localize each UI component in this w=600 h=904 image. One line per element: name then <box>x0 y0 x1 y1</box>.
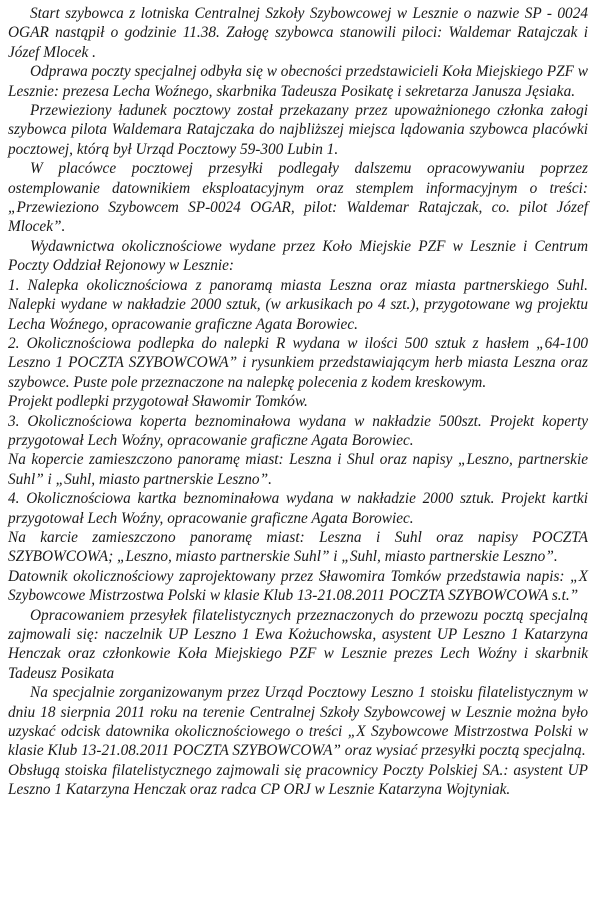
paragraph-publications-intro: Wydawnictwa okolicznościowe wydane przez Koło Miejskie PZF w Lesznie i Centrum Poczty Oddział Rejonowy w Lesznie: <box>8 237 588 275</box>
paragraph-card-details: Na karcie zamieszczono panoramę miast: Leszna i Suhl oraz napisy POCZTA SZYBOWCOWA; „Leszno, miasto partnerskie Suhl” i „Suhl, miasto partnerskie Leszno”. <box>8 528 588 566</box>
list-item-registration-label: 2. Okolicznościowa podlepka do nalepki R wydana w ilości 500 sztuk z hasłem „64-100 Leszno 1 POCZTA SZYBOWCOWA” i rysunkiem przedstawiającym herb miasta Leszna oraz szybowce. Puste pole przeznaczone na nalepkę polecenia z kodem kreskowym. <box>8 334 588 391</box>
paragraph-postmark: W placówce pocztowej przesyłki podlegały dalszemu opracowywaniu poprzez ostemplowanie datownikiem eksploatacyjnym oraz stemplem informacyjnym o treści: „Przewieziono Szybowcem SP-0024 OGAR, pilot: Waldemar Ratajczak, co. pilot Józef Mlocek”. <box>8 160 588 236</box>
paragraph-label-designer: Projekt podlepki przygotował Sławomir Tomków. <box>8 393 308 411</box>
list-item-envelope: 3. Okolicznościowa koperta beznominałowa wydana w nakładzie 500szt. Projekt koperty przygotował Lech Woźny, opracowanie graficzne Agata Borowiec. <box>8 412 588 449</box>
paragraph-mail-dispatch: Odprawa poczty specjalnej odbyła się w obecności przedstawicieli Koła Miejskiego PZF w Lesznie: prezesa Lecha Woźnego, skarbnika Tadeusza Posikatę i sekretarza Janusza Jęsiaka. <box>8 63 588 100</box>
paragraph-envelope-details: Na kopercie zamieszczono panoramę miast: Leszna i Shul oraz napisy „Leszno, partnerskie Suhl” i „Suhl, miasto partnerskie Leszno”. <box>8 451 588 488</box>
paragraph-stand-staff: Obsługą stoiska filatelistycznego zajmowali się pracownicy Poczty Polskiej SA.: asystent UP Leszno 1 Katarzyna Henczak oraz radca CP ORJ w Lesznie Katarzyna Wojtyniak. <box>8 761 588 799</box>
paragraph-processing-staff: Opracowaniem przesyłek filatelistycznych przeznaczonych do przewozu pocztą specjalną zajmowali się: naczelnik UP Leszno 1 Ewa Kożuchowska, asystent UP Leszno 1 Katarzyna Henczak oraz członkowie Koła Miejskiego PZF w Lesznie prezes Lech Woźny i skarbnik Tadeusz Posikata <box>8 606 588 682</box>
paragraph-cargo-transfer: Przewieziony ładunek pocztowy został przekazany przez upoważnionego członka załogi szybowca pilota Waldemara Ratajczaka do najbliższej miejsca lądowania szybowca placówki pocztowej, którą był Urząd Pocztowy 59-300 Lubin 1. <box>8 102 588 158</box>
list-item-card: 4. Okolicznościowa kartka beznominałowa wydana w nakładzie 2000 sztuk. Projekt kartki przygotował Lech Woźny, opracowanie graficzne Agata Borowiec. <box>8 490 588 527</box>
list-item-label: 1. Nalepka okolicznościowa z panoramą miasta Leszna oraz miasta partnerskiego Suhl. Nalepki wydane w nakładzie 2000 sztuk, (w arkusikach po 4 szt.), przygotowane wg projektu Lecha Woźnego, opracowanie graficzne Agata Borowiec. <box>8 276 588 333</box>
paragraph-philatelic-stand: Na specjalnie zorganizowanym przez Urząd Pocztowy Leszno 1 stoisku filatelistycznym w dniu 18 sierpnia 2011 roku na terenie Centralnej Szkoły Szybowcowej w Lesznie można było uzyskać odcisk datownika okolicznościowego o treści „X Szybowcowe Mistrzostwa Polski w klasie Klub 13-21.08.2011 POCZTA SZYBOWCOWA” oraz wysiać przesyłki pocztą specjalną. <box>8 684 588 760</box>
paragraph-glider-start: Start szybowca z lotniska Centralnej Szkoły Szybowcowej w Lesznie o nazwie SP - 0024 OGAR nastąpił o godzinie 11.38. Załogę szybowca stanowili piloci: Waldemar Ratajczak i Józef Mlocek . <box>8 5 588 61</box>
paragraph-date-stamp: Datownik okolicznościowy zaprojektowany przez Sławomira Tomków przedstawia napis: „X Szybowcowe Mistrzostwa Polski w klasie Klub 13-21.08.2011 POCZTA SZYBOWCOWA s.t.” <box>8 567 588 605</box>
